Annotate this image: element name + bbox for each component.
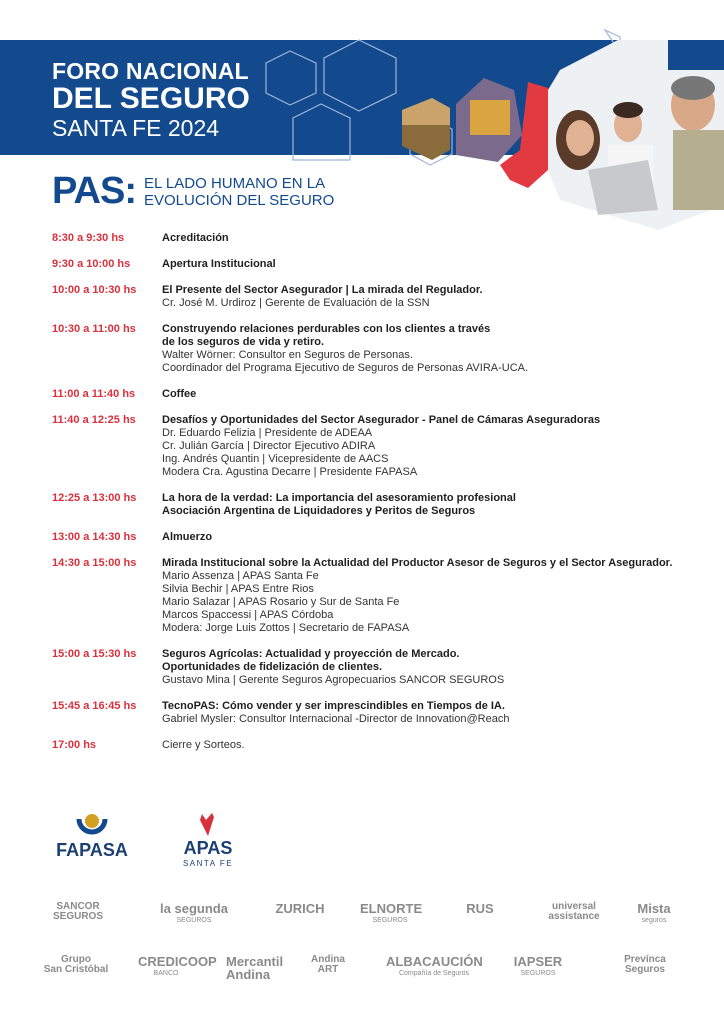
agenda-session-title: Seguros Agrícolas: Actualidad y proyección de Mercado. <box>162 648 460 660</box>
agenda-session-title: Desafíos y Oportunidades del Sector Asegurador - Panel de Cámaras Aseguradoras <box>162 414 601 426</box>
sponsor-subtext: SEGUROS <box>176 917 212 924</box>
sponsor-logo <box>36 955 116 975</box>
agenda-speaker: Dr. Eduardo Felizia | Presidente de ADEAA <box>162 427 373 439</box>
sponsor-logo <box>146 902 242 924</box>
fapasa-text: FAPASA <box>56 840 128 860</box>
agenda-time: 17:00 hs <box>52 739 97 751</box>
agenda <box>52 232 712 765</box>
agenda-time: 11:40 a 12:25 hs <box>52 414 136 426</box>
sponsor-name: Prevínca Seguros <box>624 954 666 975</box>
agenda-speaker: Cr. Julián García | Director Ejecutivo ADIRA <box>162 440 376 452</box>
subtitle-line-2: EVOLUCIÓN DEL SEGURO <box>143 191 335 209</box>
agenda-row <box>52 739 712 752</box>
sponsor-logo <box>360 901 423 924</box>
sponsor-subtext: Compañía de Seguros <box>398 970 470 977</box>
sponsor-subtext: SEGUROS <box>372 917 408 924</box>
agenda-time: 8:30 a 9:30 hs <box>52 232 125 244</box>
sponsor-logo <box>624 902 684 924</box>
agenda-speaker: Ing. Andrés Quantin | Vicepresidente de AACS <box>162 453 389 465</box>
agenda-time: 14:30 a 15:00 hs <box>52 557 137 569</box>
agenda-time: 10:30 a 11:00 hs <box>52 323 136 335</box>
agenda-content <box>162 258 712 271</box>
sponsor-name: CREDICOOP <box>138 954 217 969</box>
agenda-time: 9:30 a 10:00 hs <box>52 258 131 270</box>
sponsor-logo <box>138 954 217 977</box>
agenda-speaker: Walter Wörner: Consultor en Seguros de Personas. <box>162 349 413 361</box>
sponsor-name: RUS <box>466 901 494 916</box>
event-subtitle <box>52 170 334 213</box>
agenda-session-title: TecnoPAS: Cómo vender y ser imprescindibles en Tiempos de IA. <box>162 700 505 712</box>
sponsor-name: Grupo San Cristóbal <box>43 954 109 975</box>
agenda-speaker: Coordinador del Programa Ejecutivo de Seguros de Personas AVIRA-UCA. <box>162 362 529 374</box>
agenda-session-title: Mirada Institucional sobre la Actualidad del Productor Asesor de Seguros y el Sector Asegurador. <box>162 557 673 569</box>
title-line-2: DEL SEGURO <box>52 82 250 115</box>
subtitle-line-1: EL LADO HUMANO EN LA <box>143 174 326 192</box>
agenda-content <box>162 700 712 726</box>
agenda-content <box>162 232 712 245</box>
agenda-row <box>52 492 712 518</box>
agenda-time: 15:45 a 16:45 hs <box>52 700 137 712</box>
apas-sub-text: SANTA FE <box>182 859 234 868</box>
agenda-content <box>162 492 712 518</box>
sponsor-logo <box>506 955 570 977</box>
agenda-content <box>162 557 712 635</box>
agenda-content <box>162 388 712 401</box>
agenda-row <box>52 648 712 687</box>
sponsor-logo <box>386 955 482 977</box>
sponsor-name: ELNORTE <box>360 901 423 916</box>
agenda-speaker: Mario Assenza | APAS Santa Fe <box>162 570 319 582</box>
agenda-time: 10:00 a 10:30 hs <box>52 284 137 296</box>
sponsor-name: Mercantil Andina <box>226 954 284 982</box>
agenda-row <box>52 388 712 401</box>
agenda-session-title: de los seguros de vida y retiro. <box>162 336 324 348</box>
title-line-1: FORO NACIONAL <box>52 58 249 84</box>
agenda-speaker: Modera: Jorge Luis Zottos | Secretario de FAPASA <box>162 622 410 634</box>
agenda-time: 11:00 a 11:40 hs <box>52 388 136 400</box>
agenda-row <box>52 232 712 245</box>
agenda-time: 12:25 a 13:00 hs <box>52 492 137 504</box>
agenda-row <box>52 258 712 271</box>
agenda-speaker: Cierre y Sorteos. <box>162 739 245 751</box>
agenda-content <box>162 284 712 310</box>
sponsor-logo <box>226 954 284 982</box>
agenda-session-title: Construyendo relaciones perdurables con los clientes a través <box>162 323 491 335</box>
subtitle-prefix: PAS: <box>52 170 136 212</box>
agenda-speaker: Cr. José M. Urdiroz | Gerente de Evaluación de la SSN <box>162 297 430 309</box>
sponsor-name: Andina ART <box>311 954 345 975</box>
sponsor-logo <box>440 902 520 915</box>
agenda-session-title: El Presente del Sector Asegurador | La mirada del Regulador. <box>162 284 483 296</box>
agenda-content <box>162 323 712 375</box>
sponsor-name: Mista <box>637 901 671 916</box>
agenda-speaker: Modera Cra. Agustina Decarre | Presidente FAPASA <box>162 466 418 478</box>
sponsor-name: SANCOR SEGUROS <box>52 901 103 922</box>
apas-logo <box>178 812 238 870</box>
agenda-session-title: Acreditación <box>162 232 229 244</box>
sponsor-logo <box>610 955 680 975</box>
agenda-speaker: Gustavo Mina | Gerente Seguros Agropecuarios SANCOR SEGUROS <box>162 674 505 686</box>
agenda-session-title: La hora de la verdad: La importancia del asesoramiento profesional <box>162 492 516 504</box>
agenda-speaker: Marcos Spaccessi | APAS Córdoba <box>162 609 334 621</box>
sponsor-name: la segunda <box>160 901 228 916</box>
agenda-row <box>52 700 712 726</box>
agenda-content <box>162 739 712 752</box>
sponsor-logo <box>300 955 356 975</box>
apas-text: APAS <box>183 838 233 858</box>
agenda-row <box>52 531 712 544</box>
agenda-session-title: Oportunidades de fidelización de clientes. <box>162 661 383 673</box>
agenda-row <box>52 284 712 310</box>
agenda-session-title: Asociación Argentina de Liquidadores y Peritos de Seguros <box>162 505 476 517</box>
sponsor-subtext: seguros <box>641 917 667 924</box>
agenda-speaker: Silvia Bechir | APAS Entre Rios <box>162 583 314 595</box>
agenda-session-title: Coffee <box>162 388 197 400</box>
sponsor-logo <box>534 902 614 922</box>
event-title <box>52 60 250 140</box>
agenda-time: 13:00 a 14:30 hs <box>52 531 137 543</box>
sponsor-name: IAPSER <box>513 954 563 969</box>
sponsor-logo <box>262 902 338 915</box>
agenda-time: 15:00 a 15:30 hs <box>52 648 137 660</box>
sponsor-logo <box>38 902 118 922</box>
agenda-content <box>162 414 712 479</box>
agenda-session-title: Apertura Institucional <box>162 258 276 270</box>
agenda-speaker: Gabriel Mysler: Consultor Internacional -Director de Innovation@Reach <box>162 713 510 725</box>
agenda-row <box>52 557 712 635</box>
sponsor-name: ZURICH <box>275 901 325 916</box>
sponsor-name: ALBACAUCIÓN <box>386 954 483 969</box>
title-line-3: SANTA FE 2024 <box>52 115 220 141</box>
agenda-content <box>162 648 712 687</box>
fapasa-logo <box>52 812 132 862</box>
agenda-row <box>52 414 712 479</box>
agenda-row <box>52 323 712 375</box>
agenda-speaker: Mario Salazar | APAS Rosario y Sur de Santa Fe <box>162 596 400 608</box>
people-photo <box>548 30 724 230</box>
sponsor-name: universal assistance <box>548 901 600 922</box>
agenda-session-title: Almuerzo <box>162 531 213 543</box>
sponsor-subtext: BANCO <box>153 970 179 977</box>
agenda-content <box>162 531 712 544</box>
sponsor-subtext: SEGUROS <box>520 970 556 977</box>
